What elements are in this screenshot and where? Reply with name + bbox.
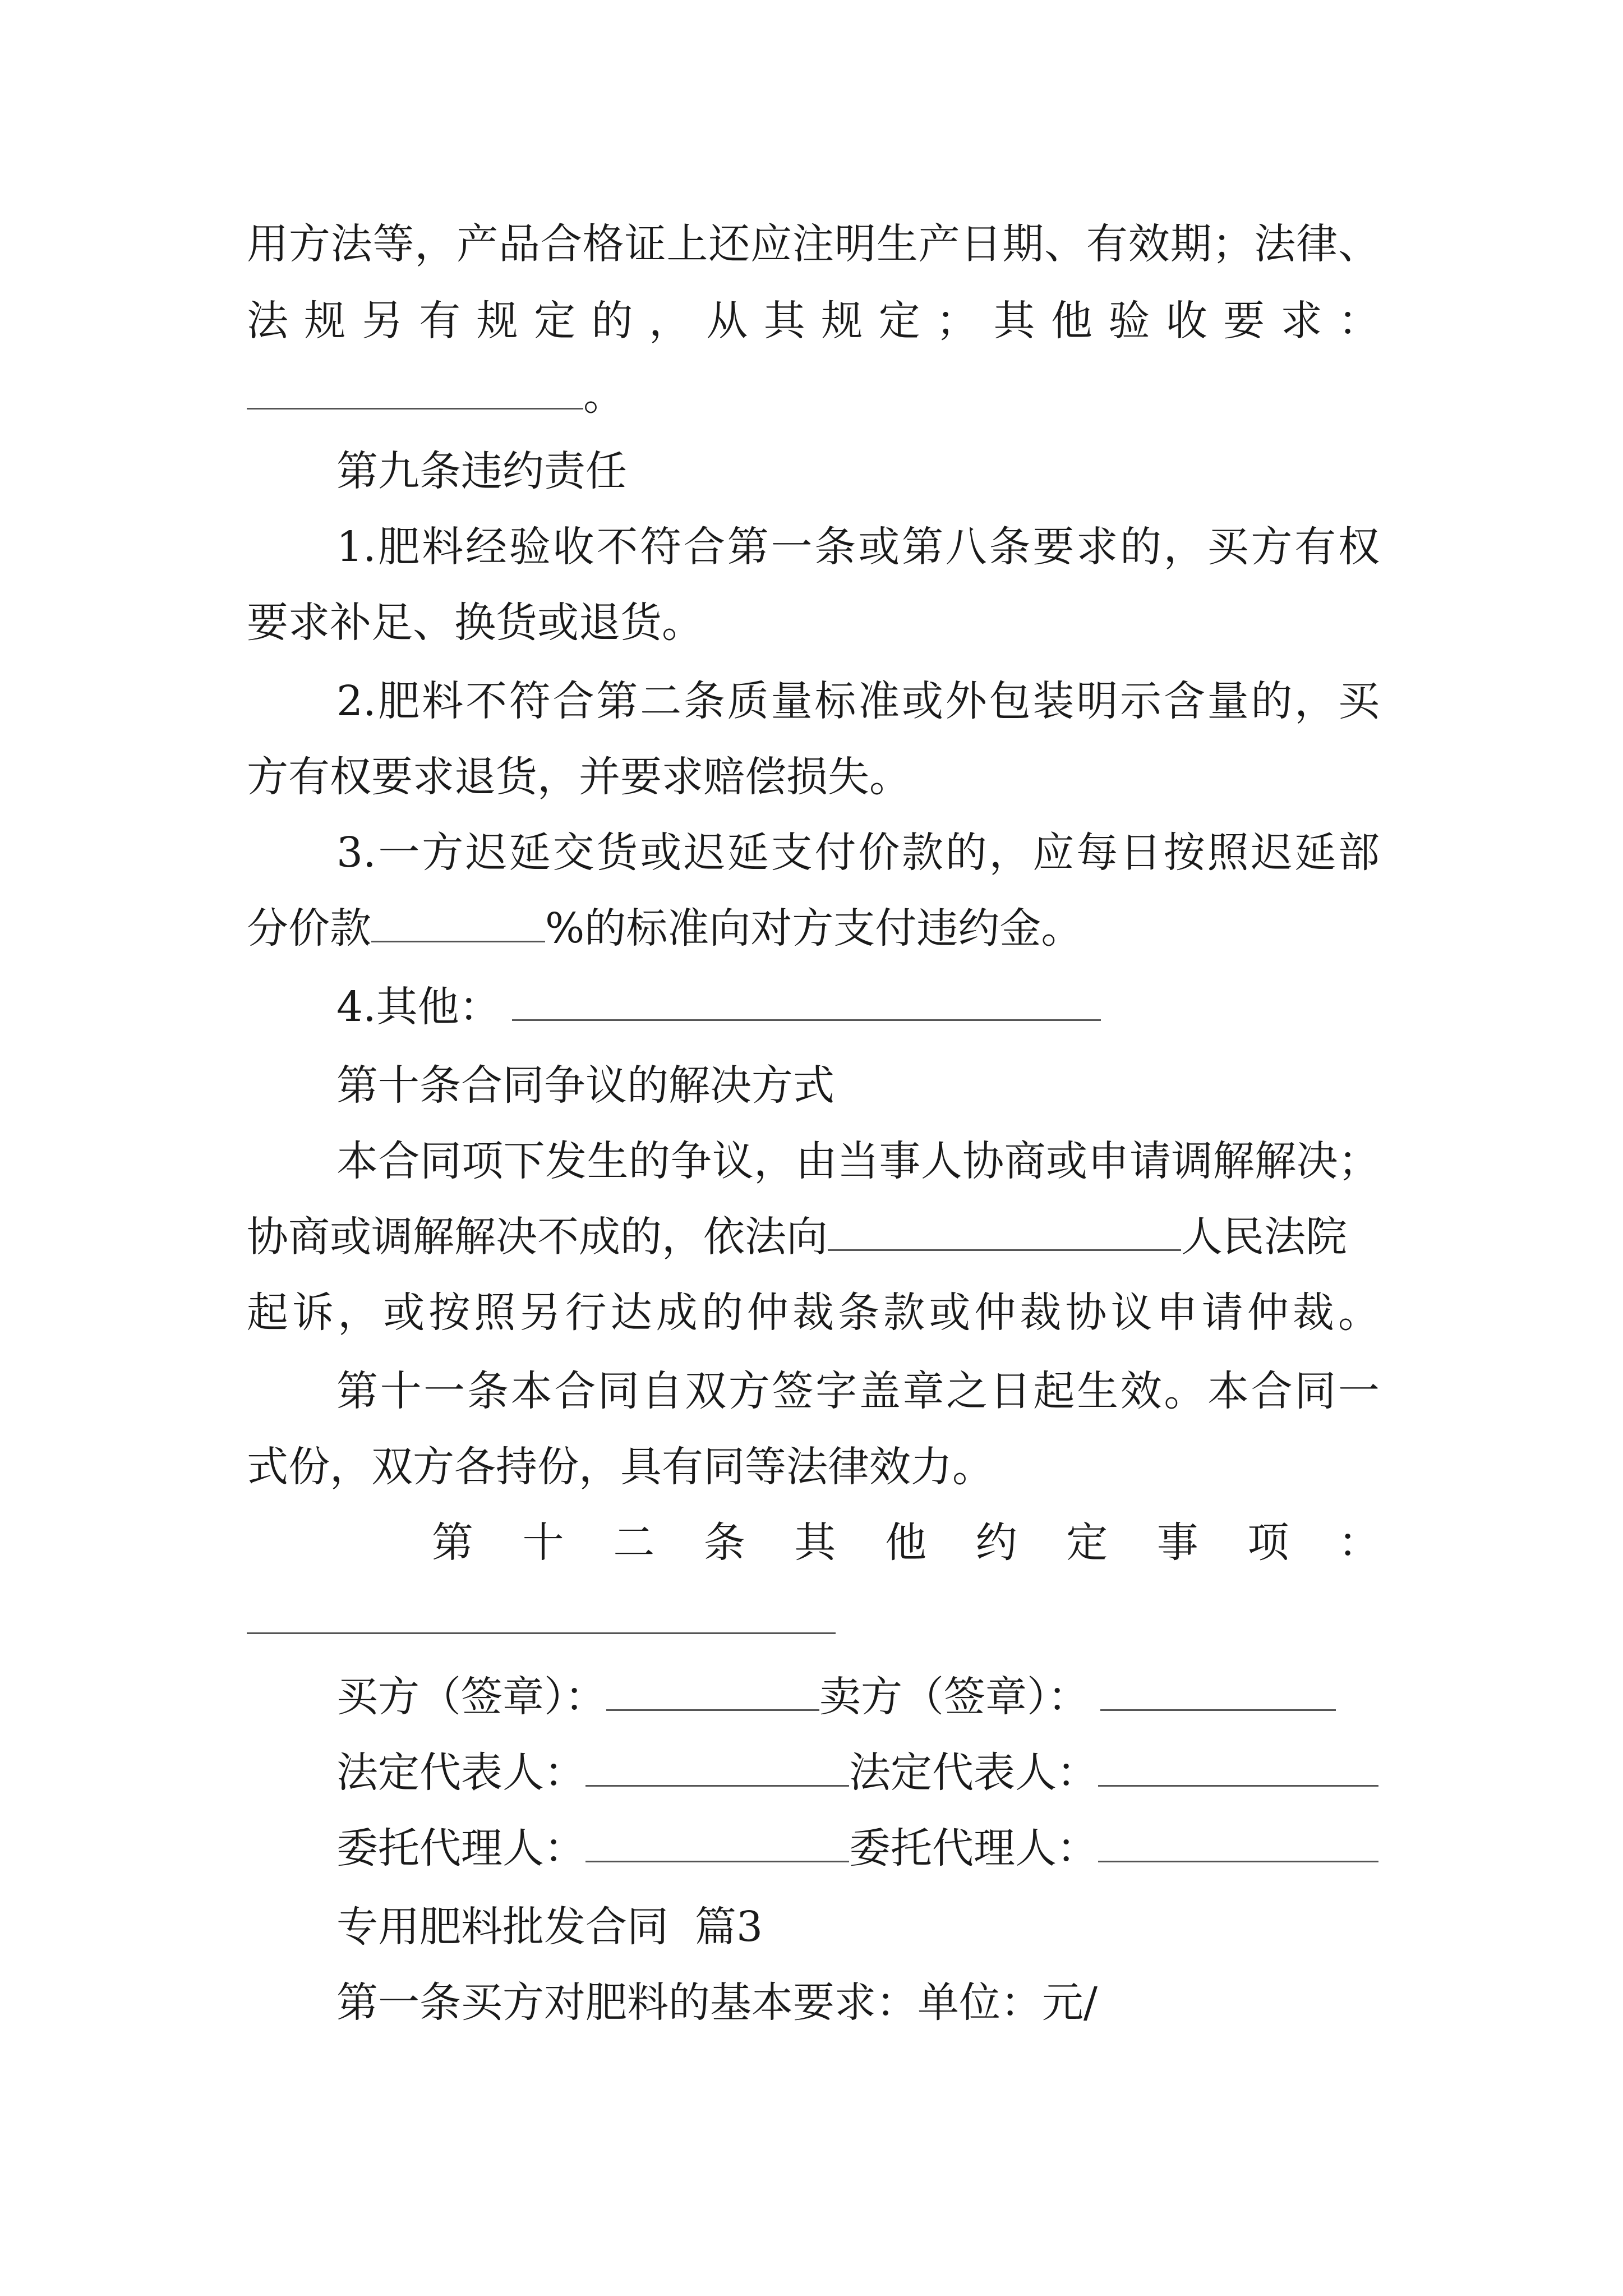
fill-blank[interactable] bbox=[512, 986, 1101, 1021]
signature-row bbox=[336, 1820, 1380, 1876]
paragraph-line: 本合同项下发生的争议，由当事人协商或申请调解解决； bbox=[336, 1137, 1380, 1185]
paragraph-line: 要求补足、换货或退货。 bbox=[247, 599, 703, 647]
paragraph-line bbox=[247, 367, 1380, 424]
article-title: 第一条买方对肥料的基本要求：单位：元/ bbox=[336, 1978, 1098, 2027]
paragraph-line: 2.肥料不符合第二条质量标准或外包装明示含量的，买 bbox=[336, 677, 1380, 725]
legal-rep-blank[interactable] bbox=[585, 1751, 849, 1787]
legal-rep-label: 法定代表人： bbox=[849, 1749, 1098, 1797]
paragraph-line bbox=[336, 979, 1380, 1035]
text-segment: 人民法院 bbox=[1181, 1213, 1347, 1261]
text-segment: %的标准向对方支付违约金。 bbox=[545, 904, 1083, 953]
paragraph-line bbox=[247, 1209, 1380, 1265]
article-title: 第十条合同争议的解决方式 bbox=[336, 1061, 834, 1110]
signature-row bbox=[336, 1669, 1380, 1725]
paragraph-line: 方有权要求退货，并要求赔偿损失。 bbox=[247, 753, 911, 801]
article-title: 第十二条其他约定事项： bbox=[432, 1519, 1380, 1567]
seller-signature-blank[interactable] bbox=[1100, 1676, 1336, 1711]
paragraph-line: 1.肥料经验收不符合第一条或第八条要求的，买方有权 bbox=[336, 523, 1380, 571]
seller-signature-label: 卖方（签章）： bbox=[819, 1673, 1089, 1721]
paragraph-line: 式份，双方各持份，具有同等法律效力。 bbox=[247, 1443, 994, 1491]
paragraph-line: 法规另有规定的，从其规定；其他验收要求： bbox=[247, 297, 1380, 345]
section-title: 专用肥料批发合同 篇3 bbox=[336, 1903, 763, 1951]
signature-row bbox=[336, 1745, 1380, 1801]
fill-blank[interactable] bbox=[828, 1216, 1181, 1251]
paragraph-line bbox=[247, 900, 1380, 956]
fill-blank[interactable] bbox=[247, 374, 583, 409]
fill-blank[interactable] bbox=[371, 907, 545, 942]
text-segment: 分价款 bbox=[247, 904, 371, 953]
paragraph-line: 第十一条本合同自双方签字盖章之日起生效。本合同一 bbox=[336, 1367, 1380, 1415]
agent-blank[interactable] bbox=[585, 1827, 849, 1862]
agent-label: 委托代理人： bbox=[849, 1824, 1098, 1872]
paragraph-line: 起诉，或按照另行达成的仲裁条款或仲裁协议申请仲裁。 bbox=[247, 1289, 1380, 1337]
buyer-signature-blank[interactable] bbox=[606, 1676, 819, 1711]
fill-blank[interactable] bbox=[247, 1632, 836, 1634]
agent-label: 委托代理人： bbox=[336, 1824, 585, 1872]
legal-rep-blank[interactable] bbox=[1098, 1751, 1378, 1787]
article-title: 第九条违约责任 bbox=[336, 447, 627, 495]
punctuation: 。 bbox=[583, 371, 625, 420]
legal-rep-label: 法定代表人： bbox=[336, 1749, 585, 1797]
paragraph-line: 3.一方迟延交货或迟延支付价款的，应每日按照迟延部 bbox=[336, 829, 1380, 877]
text-segment: 协商或调解解决不成的，依法向 bbox=[247, 1213, 828, 1261]
text-segment: 4.其他： bbox=[336, 983, 501, 1031]
agent-blank[interactable] bbox=[1098, 1827, 1378, 1862]
paragraph-line: 用方法等，产品合格证上还应注明生产日期、有效期；法律、 bbox=[247, 220, 1380, 268]
buyer-signature-label: 买方（签章）： bbox=[336, 1673, 606, 1721]
